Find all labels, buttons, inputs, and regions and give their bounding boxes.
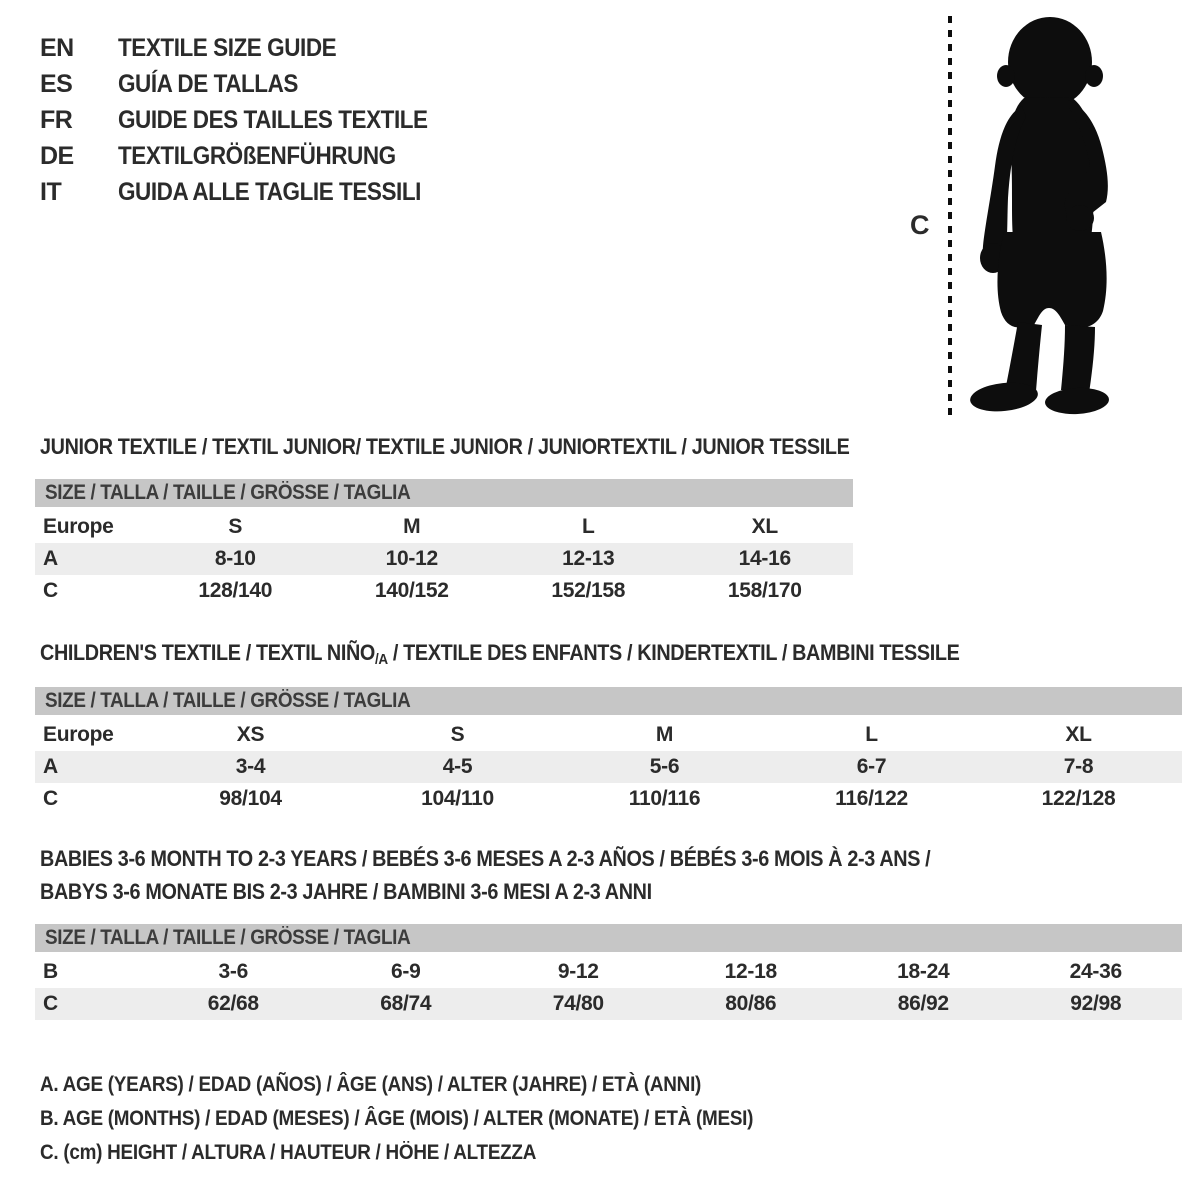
language-row-es (40, 66, 462, 102)
table-cell: 9-12 (557, 960, 599, 983)
language-code: EN (40, 33, 74, 62)
language-code: FR (40, 105, 73, 134)
size-header-text: SIZE / TALLA / TAILLE / GRÖSSE / TAGLIA (45, 689, 411, 712)
size-header-bar (35, 687, 1182, 715)
row-label: A (43, 547, 58, 570)
children-title-before: CHILDREN'S TEXTILE / TEXTIL NIÑO (40, 640, 375, 665)
table-row (35, 783, 1182, 815)
row-label: C (43, 992, 58, 1015)
table-cell: 6-7 (856, 755, 887, 778)
height-measure-label: C (910, 210, 930, 240)
babies-section-title-line1 (40, 846, 1029, 872)
row-label: C (43, 787, 58, 810)
language-title: TEXTILGRÖßENFÜHRUNG (118, 141, 396, 170)
children-size-table (35, 687, 1182, 815)
table-row (35, 543, 853, 575)
table-cell: 12-18 (724, 960, 777, 983)
table-row (35, 751, 1182, 783)
children-section-title (40, 640, 1062, 668)
children-title-after: / TEXTILE DES ENFANTS / KINDERTEXTIL / BAMBINI TESSILE (387, 640, 960, 665)
children-section-title-text (40, 640, 959, 668)
table-row (35, 988, 1182, 1020)
language-title: GUIDE DES TAILLES TEXTILE (118, 105, 428, 134)
language-row-it (40, 174, 462, 210)
toddler-silhouette-icon (960, 14, 1138, 418)
table-cell: L (581, 515, 595, 538)
table-cell: S (228, 515, 243, 538)
legend (40, 1068, 832, 1170)
row-label: A (43, 755, 58, 778)
row-label: Europe (43, 515, 114, 538)
legend-line-a (40, 1068, 832, 1102)
table-cell: XL (1065, 723, 1092, 746)
table-cell: 10-12 (385, 547, 438, 570)
language-title-list (40, 30, 462, 210)
row-label: Europe (43, 723, 114, 746)
table-row (35, 719, 1182, 751)
table-cell: 152/158 (551, 579, 626, 602)
children-title-subscript: /A (374, 651, 388, 668)
legend-line-b-text: B. AGE (MONTHS) / EDAD (MESES) / ÂGE (MOIS) / ALTER (MONATE) / ETÀ (MESI) (40, 1107, 754, 1130)
table-cell: 18-24 (897, 960, 950, 983)
table-cell: 104/110 (421, 787, 494, 810)
table-cell: 14-16 (738, 547, 791, 570)
language-code: ES (40, 69, 73, 98)
language-code: IT (40, 177, 62, 206)
language-title: GUIDA ALLE TAGLIE TESSILI (118, 177, 421, 206)
table-cell: 24-36 (1069, 960, 1122, 983)
size-header-bar (35, 924, 1182, 952)
junior-size-table (35, 479, 853, 607)
language-title: TEXTILE SIZE GUIDE (118, 33, 337, 62)
table-cell: 158/170 (727, 579, 802, 602)
size-header-bar (35, 479, 853, 507)
table-cell: 62/68 (207, 992, 259, 1015)
table-cell: 80/86 (725, 992, 777, 1015)
table-cell: L (865, 723, 878, 746)
table-cell: S (450, 723, 465, 746)
table-cell: 6-9 (391, 960, 421, 983)
table-cell: 68/74 (380, 992, 432, 1015)
babies-title-line1-text: BABIES 3-6 MONTH TO 2-3 YEARS / BEBÉS 3-6 MESES A 2-3 AÑOS / BÉBÉS 3-6 MOIS À 2-3 ANS / (40, 846, 931, 871)
legend-line-a-text: A. AGE (YEARS) / EDAD (AÑOS) / ÂGE (ANS) / ALTER (JAHRE) / ETÀ (ANNI) (40, 1073, 702, 1096)
table-cell: 140/152 (374, 579, 449, 602)
table-row (35, 511, 853, 543)
table-cell: M (403, 515, 421, 538)
babies-size-table (35, 924, 1182, 1020)
table-cell: M (655, 723, 674, 746)
babies-section-title-line2 (40, 879, 720, 905)
size-header-text: SIZE / TALLA / TAILLE / GRÖSSE / TAGLIA (45, 926, 411, 949)
table-row (35, 956, 1182, 988)
language-row-de (40, 138, 462, 174)
table-row (35, 575, 853, 607)
legend-line-c (40, 1136, 832, 1170)
table-cell: 98/104 (219, 787, 282, 810)
table-cell: 92/98 (1070, 992, 1122, 1015)
table-cell: 116/122 (835, 787, 908, 810)
row-label: B (43, 960, 58, 983)
table-cell: 128/140 (198, 579, 273, 602)
legend-line-c-text: C. (cm) HEIGHT / ALTURA / HAUTEUR / HÖHE / ALTEZZA (40, 1141, 537, 1164)
height-dashed-line (948, 16, 952, 416)
language-row-en (40, 30, 462, 66)
table-cell: 86/92 (897, 992, 949, 1015)
table-cell: 7-8 (1063, 755, 1094, 778)
legend-line-b (40, 1102, 832, 1136)
table-cell: 74/80 (552, 992, 604, 1015)
table-cell: 110/116 (628, 787, 701, 810)
language-row-fr (40, 102, 462, 138)
table-cell: 5-6 (649, 755, 680, 778)
row-label: C (43, 579, 58, 602)
table-cell: XL (751, 515, 778, 538)
language-title: GUÍA DE TALLAS (118, 69, 298, 98)
babies-title-line2-text: BABYS 3-6 MONATE BIS 2-3 JAHRE / BAMBINI 3-6 MESI A 2-3 ANNI (40, 879, 652, 904)
table-cell: XS (236, 723, 265, 746)
size-header-text: SIZE / TALLA / TAILLE / GRÖSSE / TAGLIA (45, 481, 411, 504)
table-cell: 122/128 (1041, 787, 1116, 810)
table-cell: 3-4 (235, 755, 266, 778)
language-code: DE (40, 141, 74, 170)
junior-section-title (40, 434, 939, 460)
table-cell: 8-10 (214, 547, 256, 570)
table-cell: 4-5 (442, 755, 473, 778)
junior-section-title-text: JUNIOR TEXTILE / TEXTIL JUNIOR/ TEXTILE JUNIOR / JUNIORTEXTIL / JUNIOR TESSILE (40, 434, 850, 459)
table-cell: 12-13 (562, 547, 615, 570)
table-cell: 3-6 (218, 960, 248, 983)
